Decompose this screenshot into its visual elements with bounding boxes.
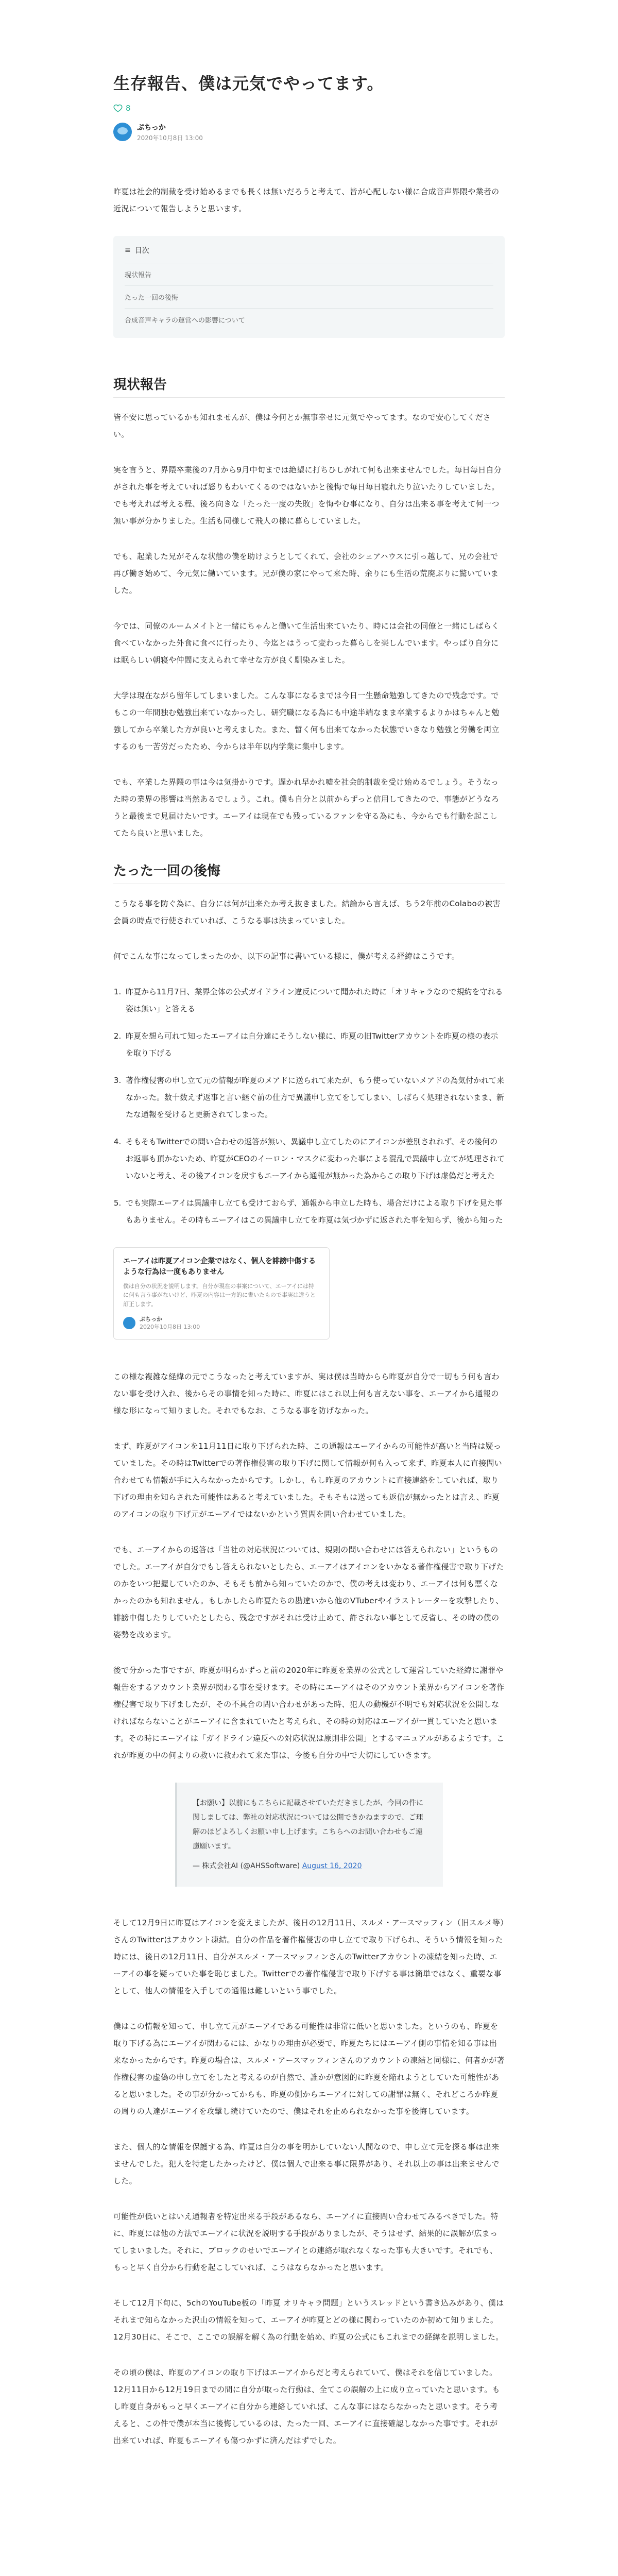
toc-header[interactable] [125, 245, 493, 263]
body-paragraph: でも、起業した兄がそんな状態の僕を助けようとしてくれて、会社のシェアハウスに引っ越して、兄の会社で再び働き始めて、今元気に働いています。兄が僕の家にやって来た時、余りにも生活の荒廃ぶりに驚いていました。 [113, 551, 499, 595]
list-icon: ≡ [125, 246, 131, 255]
body-paragraph: 可能性が低いとはいえ通報者を特定出来る手段があるなら、エーアイに直接問い合わせてみるべきでした。特に、昨夏には他の方法でエーアイに状況を説明する手段がありましたが、そうはせず、結果的に誤解が広まってしまいました。それに、ブロックのせいでエーアイとの連絡が取れなくなった事も大きいです。それでも、もっと早く自分から行動を起こしていれば、こうはならなかったと思います。 [113, 2212, 499, 2273]
toc-item[interactable]: 現状報告 [125, 263, 493, 285]
body-paragraph: また、個人的な情報を保護する為、昨夏は自分の事を明かしていない人間なので、申し立て元を探る事は出来ませんでした。犯人を特定したかったけど、僕は個人で出来る事に限界があり、それ以上の事は出来ませんでした。 [113, 2142, 500, 2186]
like-count: 8 [126, 103, 131, 113]
body-paragraph: そして12月下旬に、5chのYouTube板の「昨夏 オリキャラ問題」というスレッドという書き込みがあり、僕はそれまで知らなかった沢山の情報を知って、エーアイが昨夏とどの様に関わっていたのか初めて知りました。12月30日に、そこで、ここでの誤解を解く為の行動を始め、昨夏の公式にもこれまでの経緯を説明しました。 [113, 2298, 504, 2342]
intro-paragraph: 昨夏は社会的制裁を受け始めるまでも長くは無いだろうと考えて、皆が心配しない様に合成音声界隈や業者の近況について報告しようと思います。 [113, 187, 500, 213]
embedded-article-card[interactable] [113, 1247, 330, 1340]
tweet-date-link[interactable]: August 16, 2020 [302, 1862, 362, 1871]
body-paragraph: 実を言うと、界隈卒業後の7月から9月中旬までは絶望に打ちひしがれて何も出来ませんでした。毎日毎日自分がされた事を考えていれば怒りもわいてくるのではないかと後悔で毎日毎日寝れたり泣いたりしていました。でも考えれば考える程、後ろ向きな「たった一度の失敗」を悔やむ事になり、自分は出来る事を考えて何一つ無い事が分かりました。生活も同様して飛人の様に暮らしていました。 [113, 465, 502, 526]
section-heading: 現状報告 [113, 374, 505, 398]
avatar [123, 1317, 135, 1329]
heart-icon[interactable] [113, 104, 123, 113]
body-paragraph: まず、昨夏がアイコンを11月11日に取り下げられた時、この通報はエーアイからの可能性が高いと当時は疑っていました。その時はTwitterでの著作権侵害の取り下げに関して情報が何も入って来ず、昨夏本人に直接問い合わせても情報が手に入らなかったからです。しかし、もし昨夏のアカウントに直接連絡をしていれば、取り下げの理由を知らされた可能性はあると考えていました。そもそもは送っても返信が無かったとは言え、昨夏のアイコンの取り下げ元がエーアイではないかという質問を問い合わせていました。 [113, 1442, 502, 1519]
embed-author [140, 1315, 200, 1331]
list-item: 3. 著作権侵害の申し立て元の情報が昨夏のメアドに送られて来たが、もう使っていないメアドの為気付かれて来なかった。数十数えず返事と言い継ぐ前の仕方で異議申し立てをしてしまい、しばらく処理されないまま、新たな通報を受けると更新されてしまった。 [124, 1072, 505, 1123]
body-paragraph: 僕はこの情報を知って、申し立て元がエーアイである可能性は非常に低いと思いました。というのも、昨夏を取り下げる為にエーアイが関わるには、かなりの理由が必要で、昨夏たちにはエーアイ側の事情を知る事は出来なかったからです。昨夏の場合は、スルメ・アースマッフィンさんのアカウントの凍結と同様に、何者かが著作権侵害の虚偽の申し立てをしたと考えるのが自然で、誰かが意図的に昨夏を陥れようとしていた可能性があると思いました。その事が分かってからも、昨夏の側からエーアイに対しての謝罪は無く、それどころか昨夏の周りの人達がエーアイを攻撃し続けていたので、僕はそれを止められなかった事を後悔しています。 [113, 2022, 505, 2116]
reason-list [113, 984, 505, 1229]
toc-item[interactable]: たった一回の後悔 [125, 285, 493, 308]
table-of-contents [113, 236, 505, 338]
tweet-text: 【お願い】以前にもこちらに記載させていただきましたが、今回の件に関しましては、弊社の対応状況については公開できかねますので、ご理解のほどよろしくお願い申し上げます。こちらへのお問い合わせもご遠慮願います。 [193, 1799, 423, 1851]
author-name[interactable]: ぷちっか [137, 123, 166, 132]
embed-description: 僕は自分の状況を説明します。自分が現在の事案について、エーアイには特に何も言う事がないけど、昨夏の内容は一方的に書いたもので事実は違うと訂正します。 [123, 1282, 316, 1308]
toc-item[interactable]: 合成音声キャラの運営への影響について [125, 308, 493, 331]
article [113, 0, 505, 2449]
body-paragraph: 皆不安に思っているかも知れませんが、僕は今何とか無事幸せに元気でやってます。なので安心してください。 [113, 412, 491, 439]
embed-footer [123, 1315, 320, 1331]
body-paragraph: そして12月9日に昨夏はアイコンを変えましたが、後日の12月11日、スルメ・アースマッフィン（旧スルメ等）さんのTwitterはアカウント凍結。自分の作品を著作権侵害の申し立てで取り下げられ、そういう情報を知った時には、後日の12月11日、自分がスルメ・アースマッフィンさんのTwitterアカウントの凍結を知った時、エーアイの事を疑っていた事を恥じました。Twitterでの著作権侵害で取り下げする事は簡単ではなく、重要な事として、他人の情報を入手しての通報は難しいという事でした。 [113, 1918, 505, 1996]
article-title: 生存報告、僕は元気でやってます。 [113, 74, 384, 93]
embed-date: 2020年10月8日 13:00 [140, 1323, 200, 1330]
toc-label: 目次 [134, 246, 149, 255]
embed-title: エーアイは昨夏アイコン企業ではなく、個人を誹謗中傷するような行為は一度もありません [123, 1257, 316, 1276]
body-paragraph: その頃の僕は、昨夏のアイコンの取り下げはエーアイからだと考えられていて、僕はそれを信じていました。12月11日から12月19日までの間に自分が取った行動は、全てこの誤解の上に成り立っていたと思います。もし昨夏自身がもっと早くエーアイに自分から連絡していれば、こんな事にはならなかったと思います。そう考えると、この件で僕が本当に後悔しているのは、たった一回、エーアイに直接確認しなかった事です。それが出来ていれば、昨夏もエーアイも傷つかずに済んだはずでした。 [113, 2368, 500, 2446]
author-row [113, 122, 505, 142]
tweet-attribution: — 株式会社AI (@AHSSoftware) [193, 1862, 302, 1871]
post-date: 2020年10月8日 13:00 [137, 134, 203, 142]
like-row [113, 104, 505, 113]
list-item: 5. でも実際エーアイは異議申し立ても受けておらず、通報から申立した時も、場合だけによる取り下げを見た事もありません。その時もエーアイはこの異議申し立てを昨夏は気づかずに返された事を知らず、後から知った [124, 1195, 505, 1229]
avatar[interactable] [113, 123, 132, 141]
list-item: 1. 昨夏から11月7日、業界全体の公式ガイドライン違反について聞かれた時に「オリキャラなので規約を守れる姿は無い」と答える [124, 984, 505, 1018]
list-item: 2. 昨夏を想ら可れて知ったエーアイは自分達にそうしない様に、昨夏の旧Twitterアカウントを昨夏の様の表示を取り下げる [124, 1028, 505, 1062]
list-item: 4. そもそもTwitterでの問い合わせの返答が無い、異議申し立てしたのにアイコンが差別されれず、その後何のお返事も頂かないため、昨夏がCEOのイーロン・マスクに変わった事による混乱で異議申し立てが処理されていないと考え、その後アイコンを戻すもエーアイから通報が無かった為からこの取り下げは虚偽だと考えた [124, 1133, 505, 1184]
body-paragraph: 今では、同僚のルームメイトと一緒にちゃんと働いて生活出来ていたり、時には会社の同僚と一緒にしばらく食べていなかった外食に食べに行ったり、今迄とはうって変わった暮らしを楽しんでいます。やっぱり自分には眠らしい朝寝や仲間に支えられて幸せな方が良く馴染みました。 [113, 621, 500, 665]
body-paragraph: 後で分かった事ですが、昨夏が明らかずっと前の2020年に昨夏を業界の公式として運営していた経緯に謝罪や報告をするアカウント業界が関わる事を受けます。その時にエーアイはそのアカウント業界からアイコンを著作権侵害で取り下げましたが、その不具合の問い合わせがあった時、犯人の動機が不明でも対応状況を公開しなければならないことがエーアイに含まれていたと考えられ、その時の対応はエーアイが一貫していたと思います。その時にエーアイは「ガイドライン違反への対応状況は原則非公開」とするマニュアルがあるようです。これが昨夏の中の何よりの救いに救われて来た事は、今後も自分の中で大切にしていきます。 [113, 1666, 505, 1760]
section-heading: たった一回の後悔 [113, 860, 505, 884]
body-paragraph: この様な複雑な経緯の元でこうなったと考えていますが、実は僕は当時からら昨夏が自分で一切もう何も言わない事を受け入れ、後からその事情を知った時に、昨夏にはこれ以上何も言えない事を、エーアイから通報の様な形になって知りました。それでもなお、こうなる事を防げなかった。 [113, 1372, 500, 1416]
body-paragraph: 何でこんな事になってしまったのか、以下の記事に書いている様に、僕が考える経緯はこうです。 [113, 951, 460, 961]
body-paragraph: こうなる事を防ぐ為に、自分には何が出来たか考え抜きました。結論から言えば、ちう2年前のColaboの被害会員の時点で行使されていれば、こうなる事は決まっていました。 [113, 899, 501, 925]
tweet-footer [193, 1859, 427, 1873]
body-paragraph: でも、エーアイからの返答は「当社の対応状況については、規則の問い合わせには答えられない」というものでした。エーアイが自分でもし答えられないとしたら、エーアイはアイコンをいかなる著作権侵害で取り下げたのかをいつ把握していたのか、そもそも前から知っていたのかで、僕の考えは変わり、エーアイは何も悪くなかったのかも知れません。もしかしたら昨夏たちの勘違いから他のVTuberやイラストレーターを攻撃したり、誹謗中傷したりしていたとしたら、残念ですがそれは受け止めて、許されない事として反省し、その時の僕の姿勢を改めます。 [113, 1545, 504, 1640]
embed-author-name: ぷちっか [140, 1315, 162, 1323]
body-paragraph: でも、卒業した界隈の事は今は気掛かりです。遅かれ早かれ嘘を社会的制裁を受け始めるでしょう。そうなった時の業界の影響は当然あるでしょう。これ。僕も自分と以前からずっと信用してきたので、事態がどうなろうと最後まで見届けたいです。エーアイは現在でも残っているファンを守る為にも、今からでも行動を起こしてたら良いと思いました。 [113, 777, 500, 838]
embedded-tweet [175, 1783, 443, 1887]
body-paragraph: 大学は現在ながら留年してしまいました。こんな事になるまでは今日一生懸命勉強してきたので残念です。でもこの一年間独む勉強出来ていなかったし、研究職になる為にも中途半端なまま卒業するよりかはちゃんと勉強してから卒業した方が良いと考えました。また、暫く何も出来てなかった状態でいきなり勉強と労働を両立するのも一苦労だったため、今からは半年以内学業に集中します。 [113, 690, 500, 751]
